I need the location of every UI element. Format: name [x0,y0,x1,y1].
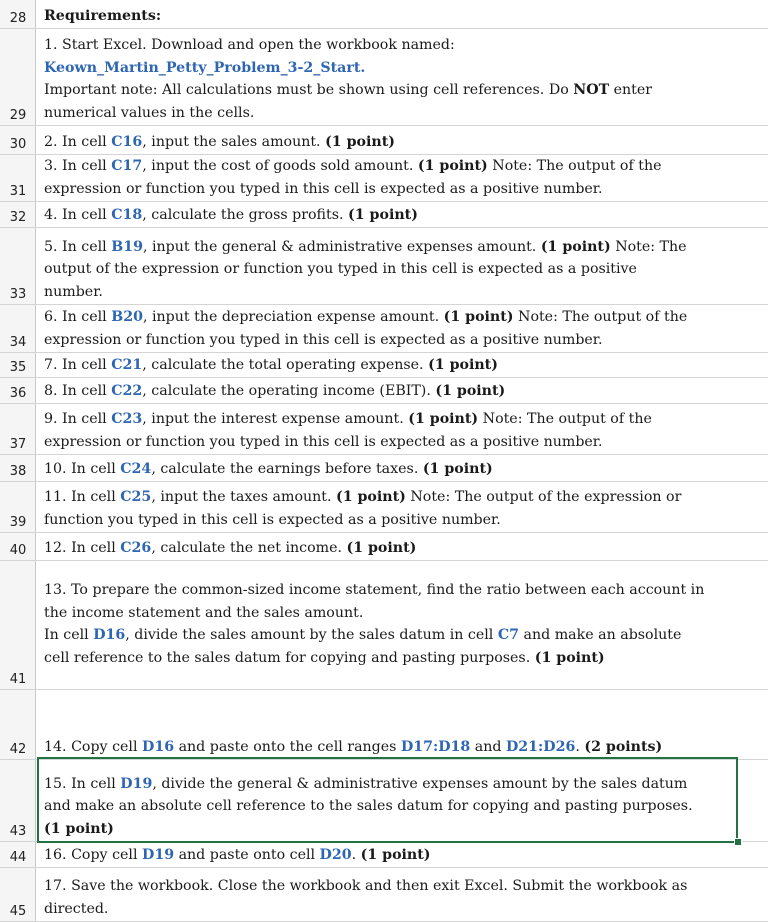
sheet-row [0,353,768,378]
cell-text: 7. In cell [44,356,112,373]
cell-text-line [44,281,762,304]
cell-text: In cell [44,627,94,643]
cell-text-line [44,204,762,227]
sheet-row [0,378,768,404]
requirement-cell[interactable] [37,760,768,841]
requirement-cell[interactable] [37,228,768,304]
cell-text: expression or function you typed in this cell is expected as a positive number. [44,433,603,450]
row-number[interactable]: 32 [9,210,27,225]
cell-text: expression or function you typed in this cell is expected as a positive number. [44,180,603,197]
cell-text-line [44,844,762,867]
cell-text: . [575,738,585,755]
cell-reference: C17 [111,158,143,174]
cell-text: Note: The output of the [487,158,662,174]
cell-text-line [44,624,762,647]
requirement-cell[interactable] [37,305,768,352]
cell-reference: D21:D26 [506,738,576,755]
cell-text: , input the depreciation expense amount. [142,309,444,325]
requirement-cell[interactable] [37,378,768,403]
cell-text: and [470,738,506,755]
cell-text: (1 point) [325,133,395,150]
sheet-row [0,202,768,228]
row-number[interactable]: 44 [9,850,27,865]
cell-text: (1 point) [443,309,514,325]
sheet-row [0,482,768,533]
requirement-cell[interactable] [37,455,768,481]
cell-text: (1 point) [360,846,431,863]
sheet-row [0,126,768,155]
workbook-name: Keown_Martin_Petty_Problem_3-2_Start. [44,59,366,76]
cell-text: (1 point) [408,411,479,427]
sheet-row [0,533,768,561]
sheet-row [0,760,768,842]
sheet-row [0,561,768,690]
row-number[interactable]: 43 [9,824,27,839]
cell-text: , input the taxes amount. [151,489,336,505]
cell-text: (1 point) [44,820,114,837]
cell-text-line [44,178,762,201]
cell-text: , calculate the gross profits. [142,206,349,223]
cell-text: 15. In cell [44,775,121,792]
cell-reference: C18 [111,206,143,223]
cell-text: 17. Save the workbook. Close the workbook and then exit Excel. Submit the workbook as [44,878,688,894]
cell-reference: C25 [120,489,152,505]
cell-text: , calculate the net income. [151,539,347,556]
cell-text: , divide the sales amount by the sales datum in cell [125,627,498,643]
cell-text-line [44,354,762,377]
requirement-cell[interactable] [37,868,768,921]
sheet-row [0,0,768,29]
cell-text-line [44,647,762,670]
cell-text: , input the interest expense amount. [142,411,409,427]
cell-reference: C21 [111,356,143,373]
requirement-cell[interactable] [37,842,768,867]
row-number[interactable]: 39 [9,515,27,530]
cell-text: 14. Copy cell [44,738,143,755]
cell-text-line [44,258,762,281]
cell-text: 8. In cell [44,382,112,399]
cell-reference: D19 [120,775,153,792]
cell-text-line [44,5,762,28]
cell-reference: D16 [142,738,175,755]
cell-text-line [44,486,762,509]
cell-text: 5. In cell [44,238,112,255]
cell-text-line [44,329,762,352]
cell-text-line [44,736,762,759]
requirement-cell[interactable] [37,482,768,532]
cell-reference: B19 [111,238,143,255]
cell-text: (1 point) [422,460,493,477]
cell-text: and paste onto cell [174,846,320,863]
cell-text-line [44,431,762,454]
cell-text: Note: The [610,238,687,255]
cell-reference: D19 [142,846,175,863]
sheet-row [0,404,768,455]
cell-text-line [44,458,762,481]
cell-text: , input the sales amount. [142,133,326,150]
sheet-row [0,842,768,868]
requirement-cell[interactable] [37,690,768,759]
cell-text: (1 point) [428,356,498,373]
cell-text: (2 points) [584,738,663,755]
requirement-cell[interactable] [37,0,768,28]
cell-text: (1 point) [435,382,506,399]
requirement-cell[interactable] [37,126,768,154]
cell-text-line [44,79,762,102]
cell-text-line [44,602,762,625]
row-number[interactable]: 33 [9,287,27,302]
cell-text-line [44,795,762,818]
cell-text: NOT [573,82,610,98]
fill-handle[interactable] [734,838,742,846]
cell-text: and paste onto the cell ranges [174,738,401,755]
cell-text: the income statement and the sales amount. [44,604,364,621]
cell-text: Note: The output of the [478,411,652,427]
cell-text: expression or function you typed in this cell is expected as a positive number. [44,331,603,348]
cell-text: 4. In cell [44,206,112,223]
cell-text: Note: The output of the expression or [405,489,682,505]
cell-text: cell reference to the sales datum for copying and pasting purposes. [44,649,535,666]
row-number[interactable]: 45 [9,904,27,919]
requirement-cell[interactable] [37,404,768,454]
cell-text: 9. In cell [44,411,112,427]
requirement-cell[interactable] [37,155,768,201]
cell-text-line [44,875,762,898]
cell-text: Note: The output of the [513,309,688,325]
row-number[interactable]: 30 [9,137,27,152]
requirement-cell[interactable] [37,202,768,227]
requirement-cell[interactable] [37,533,768,560]
cell-text-line [44,773,762,796]
cell-reference: B20 [111,309,143,325]
cell-text: (1 point) [335,489,406,505]
requirement-cell[interactable] [37,29,768,125]
cell-text: directed. [44,900,109,917]
row-number[interactable]: 41 [9,672,27,687]
row-number[interactable]: 31 [9,184,27,199]
cell-reference: C26 [120,539,152,556]
cell-text: Important note: All calculations must be shown using cell references. Do [44,82,574,98]
sheet-row [0,29,768,126]
cell-text: , calculate the operating income (EBIT). [142,382,436,399]
cell-text-line [44,380,762,403]
cell-text: function you typed in this cell is expected as a positive number. [44,511,501,528]
cell-text: 10. In cell [44,460,121,477]
row-number[interactable]: 35 [9,360,27,375]
cell-text: , input the cost of goods sold amount. [142,158,418,174]
cell-text: Requirements: [44,7,162,24]
cell-text: (1 point) [346,539,417,556]
sheet-row [0,228,768,305]
cell-text: 3. In cell [44,158,112,174]
cell-text: (1 point) [417,158,488,174]
cell-text-line [44,537,762,560]
row-number[interactable]: 28 [9,11,27,26]
sheet-row [0,690,768,760]
cell-text: 11. In cell [44,489,121,505]
cell-text: 2. In cell [44,133,112,150]
sheet-row [0,155,768,202]
cell-text: , divide the general & administrative expenses amount by the sales datum [152,775,688,792]
cell-text-line [44,818,762,841]
cell-text: (1 point) [540,238,611,255]
sheet-row [0,868,768,922]
cell-text-line [44,306,762,329]
cell-text: , calculate the earnings before taxes. [151,460,423,477]
sheet-row [0,455,768,482]
cell-reference: D16 [93,627,126,643]
cell-text: and make an absolute [519,627,682,643]
cell-reference: C22 [111,382,143,399]
cell-text-line [44,898,762,921]
cell-text: , input the general & administrative expenses amount. [142,238,541,255]
cell-reference: D20 [319,846,352,863]
cell-text: 12. In cell [44,539,121,556]
cell-reference: C16 [111,133,143,150]
cell-reference: D17:D18 [400,738,471,755]
requirement-cell[interactable] [37,353,768,377]
row-number[interactable]: 42 [9,742,27,757]
cell-text: 1. Start Excel. Download and open the workbook named: [44,37,455,53]
cell-text: 6. In cell [44,309,112,325]
cell-text-line [44,102,762,125]
cell-text: (1 point) [348,206,418,223]
cell-reference: C24 [120,460,152,477]
cell-text-line [44,509,762,532]
row-number[interactable]: 40 [9,543,27,558]
cell-text: and make an absolute cell reference to the sales datum for copying and pasting purposes. [44,798,693,814]
cell-text-line [44,236,762,259]
cell-text-line [44,131,762,154]
cell-text-line [44,57,762,80]
row-number[interactable]: 37 [9,437,27,452]
cell-text: number. [44,283,103,300]
cell-text: 16. Copy cell [44,846,143,863]
cell-text-line [44,579,762,602]
sheet-row [0,305,768,353]
requirement-cell[interactable] [37,561,768,689]
row-number[interactable]: 36 [9,386,27,401]
cell-text-line [44,408,762,431]
cell-text: 13. To prepare the common-sized income statement, find the ratio between each account in [44,582,705,598]
cell-text: . [351,846,361,863]
cell-text: numerical values in the cells. [44,104,255,121]
row-number[interactable]: 34 [9,335,27,350]
cell-reference: C23 [111,411,143,427]
cell-text: enter [609,82,653,98]
cell-text-line [44,155,762,178]
cell-text-line [44,34,762,57]
cell-reference: C7 [497,627,520,643]
cell-text: output of the expression or function you typed in this cell is expected as a positive [44,261,637,277]
row-number[interactable]: 38 [9,464,27,479]
cell-text: (1 point) [534,649,605,666]
row-number[interactable]: 29 [9,108,27,123]
cell-text: , calculate the total operating expense. [142,356,429,373]
